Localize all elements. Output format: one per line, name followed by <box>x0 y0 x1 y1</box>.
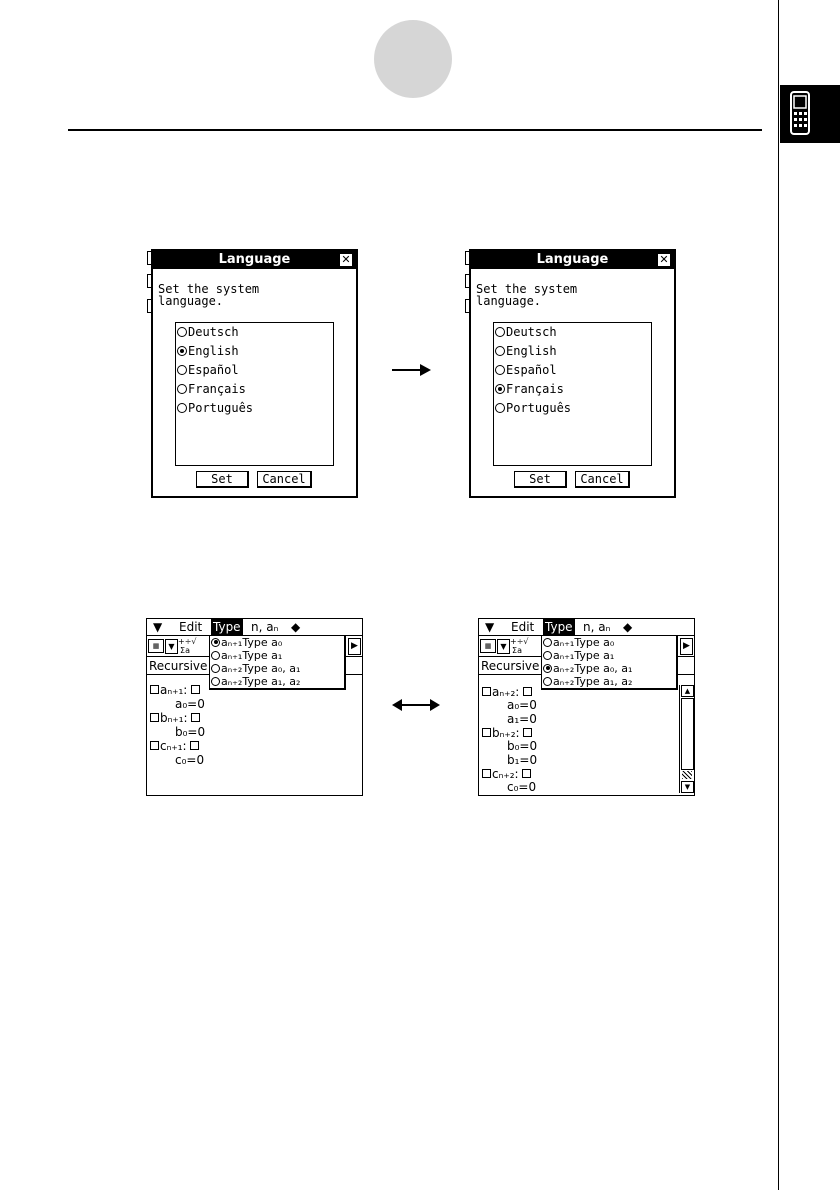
radio-icon[interactable] <box>177 346 187 356</box>
margin-line <box>778 0 779 1190</box>
set-button[interactable]: Set <box>514 471 567 488</box>
radio-icon[interactable] <box>177 384 187 394</box>
radio-icon[interactable] <box>211 664 220 673</box>
language-list <box>493 322 652 466</box>
radio-icon[interactable] <box>543 638 552 647</box>
type-option[interactable] <box>211 675 300 688</box>
type-option[interactable] <box>211 662 300 675</box>
grid-icon[interactable]: ▦ <box>148 639 164 653</box>
scroll-thumb[interactable] <box>681 698 694 770</box>
radio-icon[interactable] <box>543 664 552 673</box>
set-button[interactable]: Set <box>196 471 249 488</box>
menu-edit[interactable]: Edit <box>179 620 203 634</box>
checkbox-icon[interactable] <box>523 687 532 696</box>
scroll-down-icon[interactable]: ▼ <box>681 781 694 793</box>
equation-row[interactable] <box>150 740 200 753</box>
radio-icon[interactable] <box>495 384 505 394</box>
arrow-right-icon <box>390 362 432 378</box>
language-option[interactable] <box>177 323 239 342</box>
equation-label: bₙ₊₁: <box>160 711 192 725</box>
dialog-prompt: Set the system language. <box>476 282 578 308</box>
radio-icon[interactable] <box>495 346 505 356</box>
type-label: aₙ₊₁Type a₁ <box>553 649 615 662</box>
initial-value[interactable]: a₀=0 <box>507 698 537 712</box>
menu-bar <box>479 619 694 636</box>
checkbox-icon[interactable] <box>482 769 491 778</box>
initial-value[interactable]: b₀=0 <box>175 725 206 739</box>
right-arrow-icon[interactable]: ▶ <box>348 638 361 655</box>
equation-label: cₙ₊₁: <box>160 739 191 753</box>
close-icon[interactable]: ✕ <box>339 253 353 267</box>
initial-value[interactable]: c₀=0 <box>507 780 537 794</box>
language-label: Français <box>506 382 564 396</box>
type-label: aₙ₊₂Type a₁, a₂ <box>553 675 633 688</box>
checkbox-icon[interactable] <box>482 728 491 737</box>
radio-icon[interactable] <box>543 651 552 660</box>
type-label: aₙ₊₂Type a₁, a₂ <box>221 675 301 688</box>
dropdown-icon[interactable]: ▼ <box>165 639 178 654</box>
radio-icon[interactable] <box>495 403 505 413</box>
language-label: English <box>188 344 239 358</box>
menu-n-an[interactable]: n, aₙ <box>251 620 279 634</box>
scroll-track[interactable] <box>682 771 692 779</box>
sequence-screen-right <box>478 618 695 796</box>
menu-edit[interactable]: Edit <box>511 620 535 634</box>
checkbox-icon[interactable] <box>191 713 200 722</box>
right-arrow-icon[interactable]: ▶ <box>680 638 693 655</box>
language-option[interactable] <box>495 342 557 361</box>
type-option[interactable] <box>211 649 282 662</box>
dialog-title: Language <box>471 251 674 269</box>
language-label: Deutsch <box>506 325 557 339</box>
radio-icon[interactable] <box>211 677 220 686</box>
radio-icon[interactable] <box>211 651 220 660</box>
checkbox-icon[interactable] <box>150 741 159 750</box>
language-screen-after <box>465 249 676 496</box>
equation-label: aₙ₊₁: <box>160 683 192 697</box>
type-label: aₙ₊₂Type a₀, a₁ <box>553 662 633 675</box>
calculator-icon <box>790 91 810 135</box>
type-label: aₙ₊₁Type a₀ <box>553 636 615 649</box>
double-arrow-icon <box>392 697 440 713</box>
language-label: Français <box>188 382 246 396</box>
menu-type[interactable]: Type <box>213 620 241 634</box>
grid-icon[interactable]: ▦ <box>480 639 496 653</box>
dialog-prompt: Set the system language. <box>158 282 260 308</box>
menu-n-an[interactable]: n, aₙ <box>583 620 611 634</box>
initial-value[interactable]: c₀=0 <box>175 753 205 767</box>
checkbox-icon[interactable] <box>522 769 531 778</box>
checkbox-icon[interactable] <box>482 687 491 696</box>
type-option[interactable] <box>211 636 282 649</box>
fraction-top: +÷√ <box>510 637 529 646</box>
type-popup-menu <box>209 635 346 690</box>
type-label: aₙ₊₂Type a₀, a₁ <box>221 662 301 675</box>
language-label: Español <box>506 363 557 377</box>
cancel-button[interactable]: Cancel <box>575 471 630 488</box>
language-list <box>175 322 334 466</box>
radio-icon[interactable] <box>211 638 220 647</box>
radio-icon[interactable] <box>495 365 505 375</box>
language-label: Deutsch <box>188 325 239 339</box>
language-option[interactable] <box>495 380 564 399</box>
equation-row[interactable] <box>150 712 201 725</box>
language-option[interactable] <box>177 361 239 380</box>
menu-diamond[interactable]: ◆ <box>623 620 633 634</box>
menu-diamond[interactable]: ◆ <box>291 620 301 634</box>
checkbox-icon[interactable] <box>523 728 532 737</box>
type-option[interactable] <box>543 649 614 662</box>
recursive-tab[interactable]: Recursive <box>149 659 208 673</box>
fraction-icon[interactable] <box>178 637 197 655</box>
checkbox-icon[interactable] <box>150 685 159 694</box>
type-popup-menu <box>541 635 678 690</box>
language-label: English <box>506 344 557 358</box>
menu-icon[interactable]: ▼ <box>485 620 495 634</box>
equation-row[interactable] <box>150 684 201 697</box>
menu-bar <box>147 619 362 636</box>
language-option[interactable] <box>177 399 253 418</box>
dialog-title: Language <box>153 251 356 269</box>
fraction-bottom: Σa <box>180 646 190 655</box>
type-option[interactable] <box>543 662 632 675</box>
vertical-scrollbar[interactable] <box>679 685 694 793</box>
language-option[interactable] <box>495 361 557 380</box>
initial-value[interactable]: a₁=0 <box>507 712 537 726</box>
equation-label: aₙ₊₂: <box>492 685 524 699</box>
language-option[interactable] <box>495 399 571 418</box>
language-option[interactable] <box>495 323 557 342</box>
checkbox-icon[interactable] <box>191 685 200 694</box>
language-dialog <box>469 249 676 498</box>
close-icon[interactable]: ✕ <box>657 253 671 267</box>
radio-icon[interactable] <box>177 403 187 413</box>
menu-icon[interactable]: ▼ <box>153 620 163 634</box>
type-label: aₙ₊₁Type a₁ <box>221 649 283 662</box>
language-dialog <box>151 249 358 498</box>
language-screen-before <box>147 249 358 496</box>
language-label: Português <box>506 401 572 415</box>
checkbox-icon[interactable] <box>190 741 199 750</box>
fraction-icon[interactable] <box>510 637 529 655</box>
sequence-screen-left <box>146 618 363 796</box>
type-label: aₙ₊₁Type a₀ <box>221 636 283 649</box>
type-option[interactable] <box>543 675 632 688</box>
radio-icon[interactable] <box>543 677 552 686</box>
language-option[interactable] <box>177 342 239 361</box>
page-number-circle <box>374 20 452 98</box>
checkbox-icon[interactable] <box>150 713 159 722</box>
equation-label: bₙ₊₂: <box>492 726 524 740</box>
radio-icon[interactable] <box>177 365 187 375</box>
equation-label: cₙ₊₂: <box>492 767 523 781</box>
language-label: Português <box>188 401 254 415</box>
scroll-up-icon[interactable]: ▲ <box>681 685 694 697</box>
recursive-tab[interactable]: Recursive <box>481 659 540 673</box>
fraction-top: +÷√ <box>178 637 197 646</box>
initial-value[interactable]: b₁=0 <box>507 753 538 767</box>
initial-value[interactable]: a₀=0 <box>175 697 205 711</box>
radio-icon[interactable] <box>177 327 187 337</box>
language-option[interactable] <box>177 380 246 399</box>
chapter-tab <box>780 85 840 143</box>
menu-type[interactable]: Type <box>545 620 573 634</box>
header-rule <box>68 129 762 131</box>
cancel-button[interactable]: Cancel <box>257 471 312 488</box>
type-option[interactable] <box>543 636 614 649</box>
language-label: Español <box>188 363 239 377</box>
initial-value[interactable]: b₀=0 <box>507 739 538 753</box>
radio-icon[interactable] <box>495 327 505 337</box>
dropdown-icon[interactable]: ▼ <box>497 639 510 654</box>
fraction-bottom: Σa <box>512 646 522 655</box>
